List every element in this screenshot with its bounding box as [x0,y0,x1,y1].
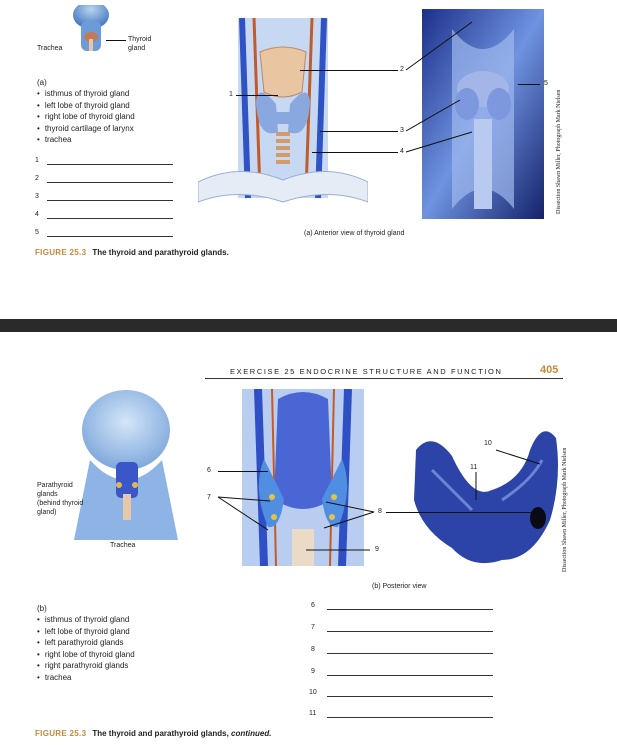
answer-line-3[interactable] [47,193,173,201]
posterior-neck-thumbnail [70,390,182,540]
answer-line-4[interactable] [47,211,173,219]
running-header: EXERCISE 25 ENDOCRINE STRUCTURE AND FUNCTION [230,367,503,376]
leader-line-4 [312,152,398,153]
blank-number: 1 [35,157,39,164]
thumb-leader [106,40,126,41]
leader-number-8: 8 [378,508,382,515]
term-item: • thyroid cartilage of larynx [37,123,135,135]
term-item: • isthmus of thyroid gland [37,614,135,626]
thumb-label-thyroid: Thyroid gland [128,36,152,52]
term-item: • trachea [37,134,135,146]
thumb-label-trachea-b: Trachea [110,542,136,549]
part-b-term-list [37,614,135,683]
term-item: • right lobe of thyroid gland [37,111,135,123]
figure-title-suffix: continued. [231,729,272,738]
photo-leaders [400,20,480,170]
thumb-label-parathyroid: Parathyroid glands (behind thyroid gland) [37,482,84,516]
part-a-term-list [37,88,135,146]
leader-lines-7-8-9 [214,494,414,554]
blank-number: 7 [311,624,315,631]
leader-number-7: 7 [207,494,211,501]
answer-line-11[interactable] [327,710,493,718]
blank-number: 3 [35,193,39,200]
blank-number: 6 [311,602,315,609]
blank-number: 11 [309,710,317,717]
anterior-view-caption: (a) Anterior view of thyroid gland [304,230,405,237]
leader-number-9: 9 [375,546,379,553]
blank-number: 5 [35,229,39,236]
blank-number: 8 [311,646,315,653]
header-rule [205,378,563,379]
anterior-thyroid-illustration [198,12,368,222]
figure-number: FIGURE 25.3 [35,729,87,738]
page-divider [0,319,617,332]
leader-line-5 [518,84,540,85]
leader-number-5: 5 [544,80,548,87]
blank-number: 9 [311,668,315,675]
leader-number-1: 1 [229,91,233,98]
answer-blanks-a [35,157,175,237]
leader-number-4: 4 [400,148,404,155]
leader-number-10: 10 [484,440,492,447]
leader-number-3: 3 [400,127,404,134]
blank-number: 10 [309,689,317,696]
term-item: • isthmus of thyroid gland [37,88,135,100]
neck-thumbnail [62,5,120,51]
answer-line-7[interactable] [327,624,493,632]
answer-line-5[interactable] [47,229,173,237]
leader-lines-10-11 [470,442,550,502]
leader-line-8 [386,512,532,513]
answer-line-9[interactable] [327,668,493,676]
photo-credit-bottom: Dissection Shawn Miller, Photograph Mark Nielsen [562,447,568,572]
term-item: • left lobe of thyroid gland [37,100,135,112]
figure-title: The thyroid and parathyroid glands, [92,729,229,738]
posterior-view-caption: (b) Posterior view [372,583,427,590]
figure-title: The thyroid and parathyroid glands. [92,248,229,257]
answer-line-10[interactable] [327,689,493,697]
blank-number: 2 [35,175,39,182]
term-item: • right lobe of thyroid gland [37,649,135,661]
figure-number: FIGURE 25.3 [35,248,87,257]
leader-line-1 [236,95,278,96]
photo-credit-top: Dissection Shawn Miller, Photograph Mark Nielsen [556,89,562,214]
term-item: • right parathyroid glands [37,660,135,672]
leader-number-11: 11 [470,464,478,471]
answer-line-8[interactable] [327,646,493,654]
term-item: • left lobe of thyroid gland [37,626,135,638]
leader-number-6: 6 [207,467,211,474]
term-item: • trachea [37,672,135,684]
answer-blanks-b [311,602,501,722]
leader-number-2: 2 [400,66,404,73]
part-b-label: (b) [37,604,47,613]
figure-caption-top [35,248,229,257]
figure-caption-bottom [35,729,271,738]
thumb-label-trachea: Trachea [37,45,63,52]
term-item: • left parathyroid glands [37,637,135,649]
blank-number: 4 [35,211,39,218]
answer-line-2[interactable] [47,175,173,183]
answer-line-1[interactable] [47,157,173,165]
leader-line-3 [320,131,398,132]
answer-line-6[interactable] [327,602,493,610]
part-a-label: (a) [37,78,47,87]
page-number: 405 [540,364,559,376]
leader-line-2 [300,70,398,71]
leader-line-6 [218,471,268,472]
